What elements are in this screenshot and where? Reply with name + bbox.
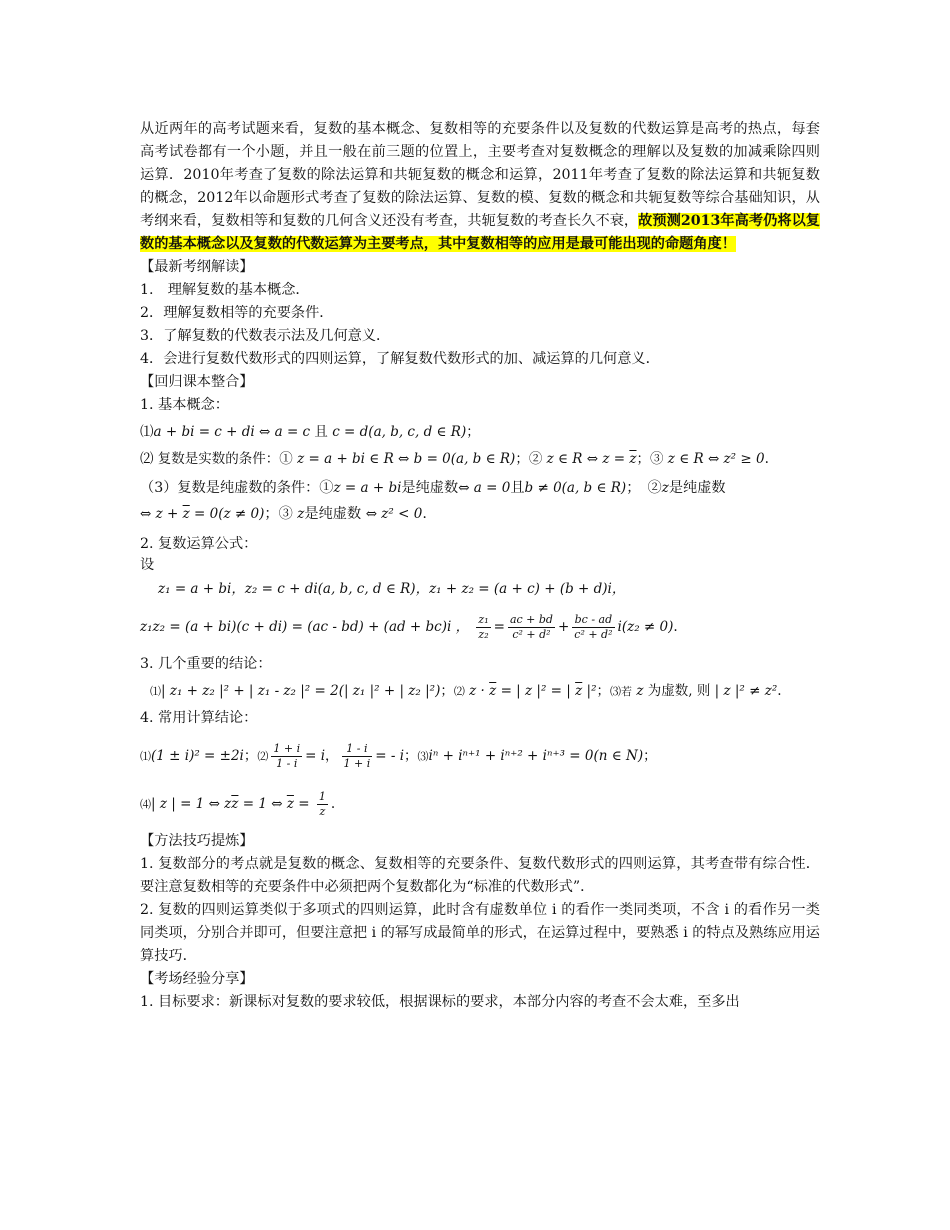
formula: = i — [305, 748, 326, 764]
punct: . — [673, 619, 678, 635]
numerator: z₁ — [478, 613, 489, 626]
formula: = | z |² = | — [496, 683, 576, 699]
formula: z₁ = a + bi，z₂ = c + di(a, b, c, d ∈ R)，z₁ + z₂ = (a + c) + (b + d)i， — [158, 581, 626, 597]
circled-3: ③ — [278, 506, 293, 522]
text: 且 — [314, 424, 328, 440]
operations-line-1 — [158, 578, 820, 601]
punct: ； — [264, 506, 279, 522]
intro-highlight: 故预测2013年高考仍将以复数的基本概念以及复数的代数运算为主要考点，其中复数相等的应用是最可能出现的命题角度！ — [140, 213, 820, 252]
basic-item-2 — [140, 448, 820, 471]
numerator: bc - ad — [572, 613, 614, 628]
plus: + — [557, 619, 570, 635]
formula: = — [293, 796, 314, 812]
formula: | z |² ≠ z² — [714, 683, 778, 699]
punct: . — [422, 506, 427, 522]
punct: . — [777, 683, 782, 699]
fraction-2 — [342, 742, 373, 771]
basic-item-3 — [140, 475, 820, 527]
formula: z ∈ R ⇔ z = — [546, 451, 630, 467]
punct: ； — [466, 424, 480, 440]
denominator: z — [319, 805, 326, 818]
denominator: 1 - i — [276, 757, 298, 770]
conjugate-z: $\overline{z}$ — [231, 796, 239, 812]
text: 且 — [510, 480, 525, 496]
item-number: ⑵ — [257, 750, 269, 763]
punct: . — [330, 796, 336, 812]
numerator: ac + bd — [509, 613, 553, 626]
syllabus-section — [140, 256, 820, 371]
formula: b ≠ 0(a, b ∈ R) — [524, 480, 627, 496]
formula: z — [661, 480, 669, 496]
formula: z ∈ R ⇔ z² ≥ 0 — [667, 451, 765, 467]
denominator: z₂ — [478, 628, 489, 641]
experience-paragraph-1: 1. 目标要求：新课标对复数的要求较低，根据课标的要求，本部分内容的考查不会太难，至多出 — [140, 994, 740, 1010]
formula: i(z₂ ≠ 0) — [617, 619, 674, 635]
operations-let: 设 — [140, 557, 155, 573]
item-number: ⑵ — [453, 685, 465, 698]
formula: z = a + bi ∈ R ⇔ b = 0(a, b ∈ R) — [297, 451, 516, 467]
calc-title: 4. 常用计算结论： — [140, 710, 258, 726]
formula: a + bi = c + di ⇔ a = c — [153, 424, 311, 440]
methods-paragraph-1: 1. 复数部分的考点就是复数的概念、复数相等的充要条件、复数代数形式的四则运算，其考查带有综合性．要注意复数相等的充要条件中必须把两个复数都化为“标准的代数形式”． — [140, 856, 820, 895]
text: 复数是实数的条件： — [157, 451, 280, 467]
item-number: ⑴ — [150, 685, 161, 698]
fraction-1 — [271, 742, 302, 771]
conclusions-title: 3. 几个重要的结论： — [140, 656, 272, 672]
formula: = - i — [375, 748, 405, 764]
operations-title: 2. 复数运算公式： — [140, 536, 258, 552]
experience-heading: 【考场经验分享】 — [140, 971, 254, 987]
formula: c = d(a, b, c, d ∈ R) — [332, 424, 467, 440]
methods-paragraph-2: 2. 复数的四则运算类似于多项式的四则运算，此时含有虚数单位 i 的看作一类同类项，不含 i 的看作另一类同类项，分别合并即可，但要注意把 i 的幂写成最简单的形式，在运算过程中，要熟悉 i 的特点及熟练应用运算技巧． — [140, 902, 820, 964]
text: 复数是纯虚数的条件： — [177, 480, 320, 496]
formula: = 1 ⇔ — [238, 796, 287, 812]
item-number: ⑷ — [140, 798, 151, 811]
syllabus-heading: 【最新考纲解读】 — [140, 259, 254, 275]
formula: z — [297, 506, 305, 522]
item-number: ⑴ — [140, 424, 154, 440]
conjugate-z: $\overline{z}$ — [629, 451, 637, 467]
conjugate-z: $\overline{z}$ — [575, 683, 583, 699]
formula: | z₁ + z₂ |² + | z₁ - z₂ |² = 2(| z₁ |² + | z₂ |²) — [161, 683, 441, 699]
fraction-real-part — [508, 613, 555, 642]
review-section — [140, 371, 820, 826]
fraction-z1-z2 — [476, 613, 490, 642]
formula: |² — [582, 683, 597, 699]
punct: ； — [440, 683, 454, 699]
punct: ； — [243, 748, 258, 764]
formula: (1 ± i)² = ±2i — [151, 748, 244, 764]
punct: ； — [404, 748, 418, 764]
numerator: 1 — [318, 790, 326, 803]
operations-line-2 — [140, 605, 820, 649]
item-number: ⑵ — [140, 451, 154, 467]
formula: ⇔ z + — [140, 506, 183, 522]
equals: = — [493, 619, 505, 635]
circled-1: ① — [279, 451, 293, 467]
formula: z = a + bi — [333, 480, 402, 496]
formula: | z | = 1 ⇔ z — [151, 796, 232, 812]
calc-line-2 — [140, 782, 820, 826]
document-page — [140, 118, 820, 1014]
item-number: ⑴ — [140, 750, 151, 763]
conclusions-line — [150, 680, 820, 703]
fraction-imag-part — [572, 613, 614, 642]
punct: ， — [325, 748, 339, 764]
review-heading: 【回归课本整合】 — [140, 374, 254, 390]
conjugate-z: $\overline{z}$ — [182, 506, 190, 522]
item-number: （3） — [140, 480, 178, 496]
circled-1: ① — [319, 480, 334, 496]
punct: ； — [643, 748, 657, 764]
text: 是纯虚数 — [304, 506, 362, 522]
intro-paragraph — [140, 118, 820, 256]
formula: iⁿ + iⁿ⁺¹ + iⁿ⁺² + iⁿ⁺³ = 0(n ∈ N) — [428, 748, 644, 764]
formula: z · — [469, 683, 490, 699]
text: 为虚数, 则 — [647, 683, 711, 699]
fraction-1-over-z — [317, 790, 328, 819]
experience-section — [140, 968, 820, 1014]
circled-3: ③ — [650, 451, 664, 467]
denominator: c² + d² — [512, 628, 551, 641]
denominator: c² + d² — [574, 628, 613, 641]
punct: ； — [596, 683, 611, 699]
item-number: ⑶ — [417, 750, 429, 763]
punct: . — [764, 451, 769, 467]
calc-line-1 — [140, 734, 820, 778]
formula: ⇔ a = 0 — [458, 480, 511, 496]
methods-heading: 【方法技巧提炼】 — [140, 833, 254, 849]
punct: ； — [515, 451, 529, 467]
denominator: 1 + i — [343, 757, 371, 770]
text: 是纯虚数 — [668, 480, 726, 496]
formula: z — [636, 683, 644, 699]
numerator: 1 - i — [342, 742, 373, 757]
basic-item-1 — [140, 421, 820, 444]
syllabus-item-3: 3．了解复数的代数表示法及几何意义． — [140, 328, 391, 344]
circled-2: ② — [528, 451, 543, 467]
methods-section — [140, 830, 820, 968]
item-number: ⑶若 — [610, 685, 633, 698]
text: 是纯虚数 — [401, 480, 459, 496]
punct: ； — [636, 451, 650, 467]
circled-2: ② — [647, 480, 662, 496]
syllabus-item-1: 1. 理解复数的基本概念． — [140, 282, 310, 298]
intro-text: 从近两年的高考试题来看，复数的基本概念、复数相等的充要条件以及复数的代数运算是高考的热点，每套高考试卷都有一个小题，并且一般在前三题的位置上，主要考查对复数概念的理解以及复数的加减乘除四则运算．2010年考查了复数的除法运算和共轭复数的概念和运算，2011年考查了复数的除法运算和共轭复数的概念，2012年以命题形式考查了复数的除法运算、复数的模、复数的概念和共轭复数等综合基础知识，从考纲来看，复数相等和复数的几何含义还没有考查，共轭复数的考查长久不衰， — [140, 121, 820, 229]
formula: = 0(z ≠ 0) — [189, 506, 265, 522]
conjugate-z: $\overline{z}$ — [489, 683, 497, 699]
conjugate-z: $\overline{z}$ — [286, 796, 294, 812]
syllabus-item-2: 2．理解复数相等的充要条件． — [140, 305, 334, 321]
numerator: 1 + i — [273, 742, 301, 755]
punct: ； — [626, 480, 634, 496]
formula: ⇔ z² < 0 — [365, 506, 423, 522]
basic-concepts-title: 1. 基本概念： — [140, 397, 229, 413]
syllabus-item-4: 4．会进行复数代数形式的四则运算，了解复数代数形式的加、减运算的几何意义． — [140, 351, 660, 367]
formula-multiply: z₁z₂ = (a + bi)(c + di) = (ac - bd) + (ad + bc)i ， — [140, 619, 470, 635]
